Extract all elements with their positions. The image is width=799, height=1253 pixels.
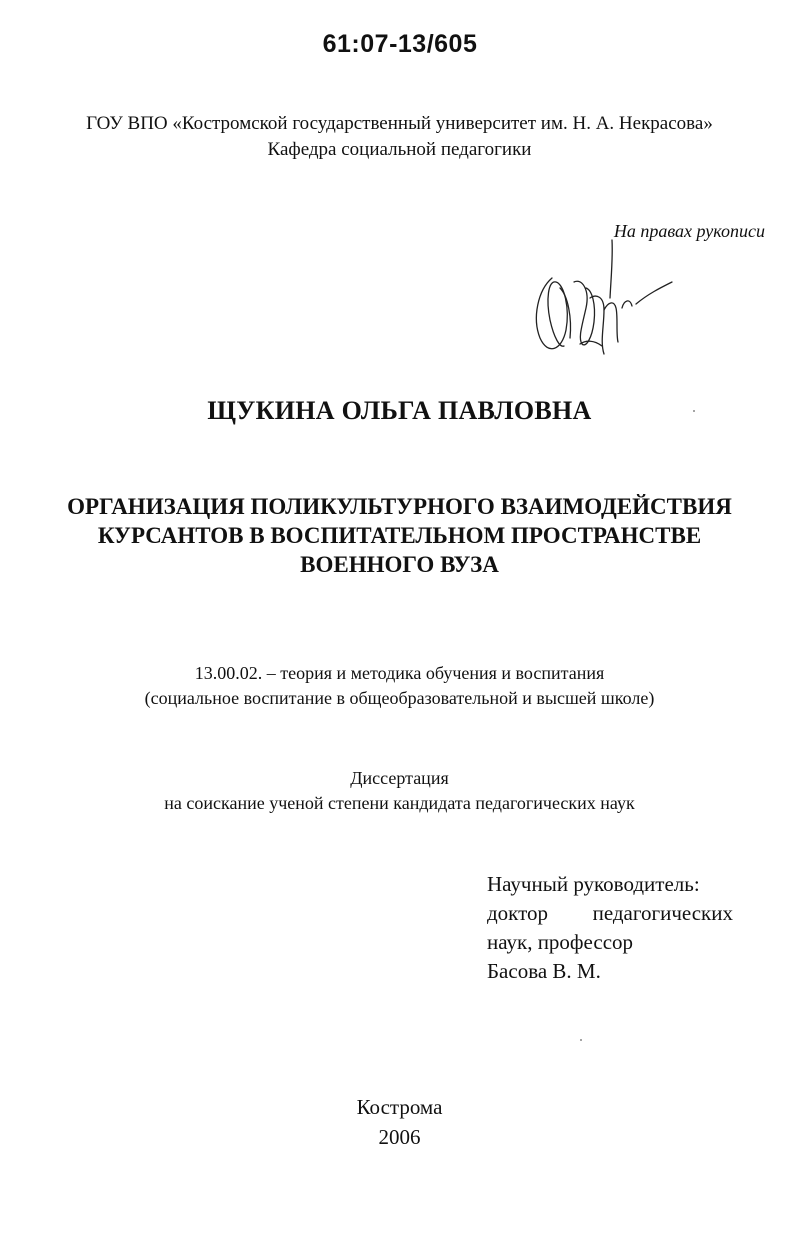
supervisor-name: Басова В. М. [487, 959, 601, 983]
title-line: КУРСАНТОВ В ВОСПИТАТЕЛЬНОМ ПРОСТРАНСТВЕ [97, 523, 702, 548]
specialty-description: (социальное воспитание в общеобразовательной и высшей школе) [144, 688, 655, 708]
dissertation-type: Диссертация [350, 768, 449, 788]
title-line: ОРГАНИЗАЦИЯ ПОЛИКУЛЬТУРНОГО ВЗАИМОДЕЙСТВИЯ [67, 494, 732, 519]
institution-name: ГОУ ВПО «Костромской государственный университет им. Н. А. Некрасова» [86, 113, 713, 134]
author-name: ЩУКИНА ОЛЬГА ПАВЛОВНА [207, 396, 592, 425]
institution-block [0, 111, 799, 163]
supervisor-degree: доктор педагогических [487, 901, 733, 925]
dissertation-title [0, 492, 799, 579]
library-stamp-code: 61:07-13/605 [322, 30, 478, 58]
department-name: Кафедра социальной педагогики [267, 139, 532, 160]
supervisor-rank: наук, профессор [487, 930, 634, 954]
scan-speck [580, 1039, 582, 1041]
manuscript-rights-note: На правах рукописи [613, 221, 765, 241]
dissertation-type-block [0, 766, 799, 816]
specialty-block [0, 661, 799, 711]
degree-line: на соискание ученой степени кандидата педагогических наук [164, 793, 635, 813]
title-line: ВОЕННОГО ВУЗА [300, 552, 499, 577]
scan-speck [693, 410, 695, 412]
supervisor-block [487, 870, 733, 986]
year: 2006 [378, 1125, 421, 1149]
supervisor-heading: Научный руководитель: [487, 872, 700, 896]
footer-block [0, 1092, 799, 1152]
specialty-code: 13.00.02. – теория и методика обучения и воспитания [194, 663, 605, 683]
handwritten-signature [520, 238, 680, 368]
city: Кострома [356, 1095, 443, 1119]
